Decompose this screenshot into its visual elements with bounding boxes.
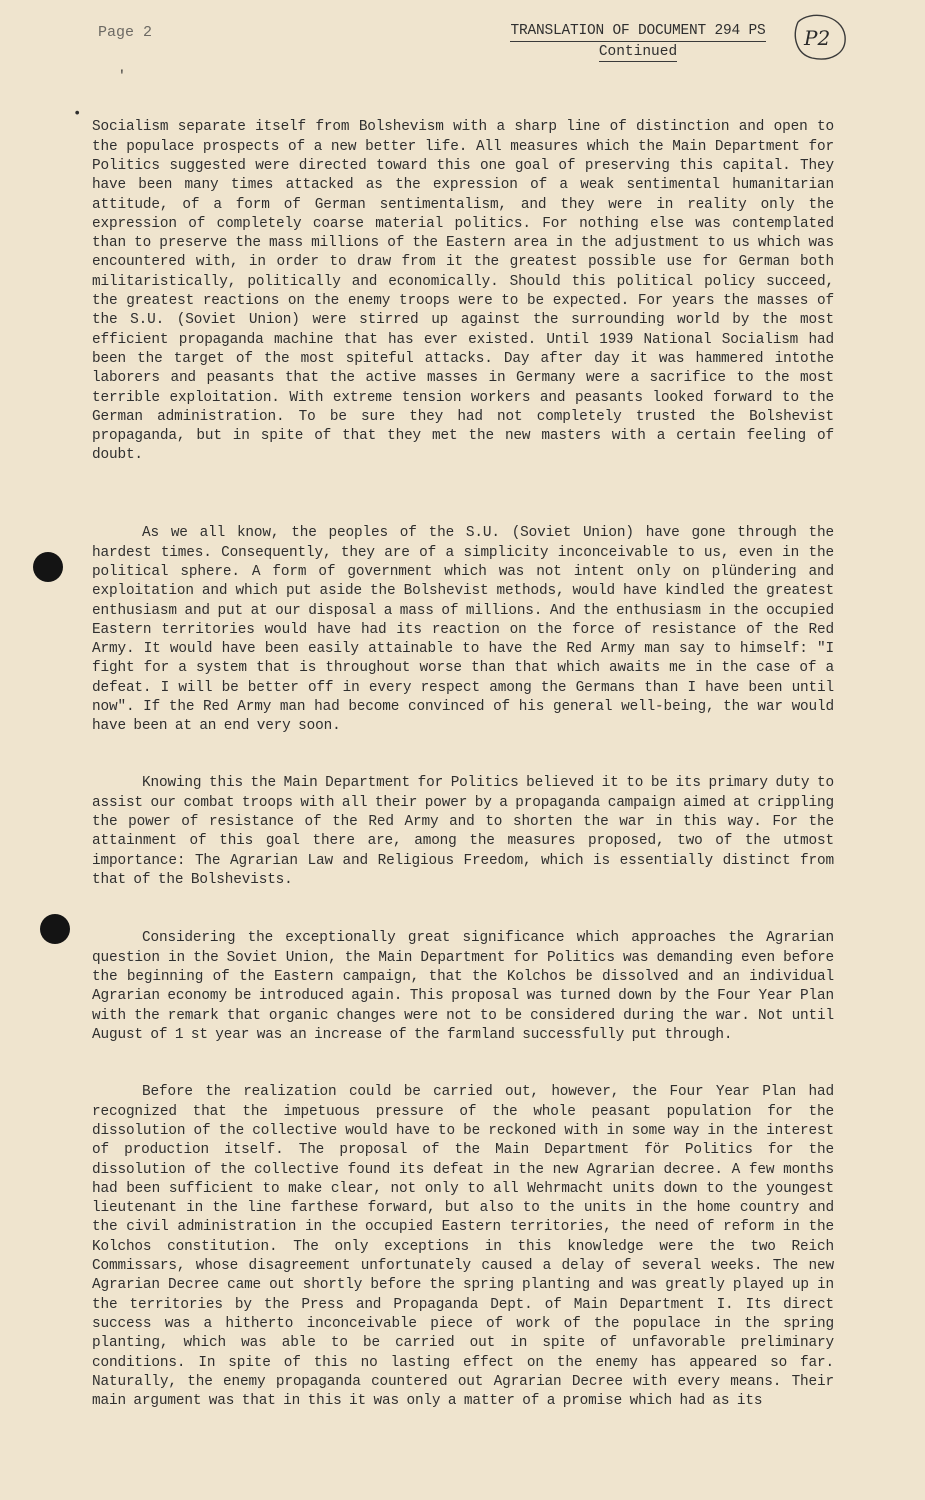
handwritten-page-stamp	[790, 12, 850, 64]
paragraph-4: Considering the exceptionally great significance which approaches the Agrarian question in the Soviet Union, the Main Department for Politics was demanding even before the beginning of the Eastern campaign, that the Kolchos be dissolved and an individual Agrarian economy be introduced again. This proposal was turned down by the Four Year Plan with the remark that organic changes were not to be considered during the war. Not until August of 1 st year was an increase of the farmland successfully put through.	[92, 930, 834, 1043]
document-title: TRANSLATION OF DOCUMENT 294 PS	[510, 22, 765, 42]
stray-mark: '	[118, 68, 126, 83]
paragraph-1: Socialism separate itself from Bolshevism with a sharp line of distinction and open to the populace prospects of a new better life. All measures which the Main Department for Politics suggested were directed toward this one goal of preserving this capital. They have been many times attacked as the expression of a weak sentimental humanitarian attitude, of a form of German sentimentalism, and they were in reality only the expression of completely coarse material politics. For nothing else was contemplated than to preserve the mass millions of the Eastern area in the adjustment to us which was encountered with, in order to draw from it the greatest possible use for German both militaristically, politically and economically. Should this political policy succeed, the greatest reactions on the enemy troops were to be expected. For years the masses of the S.U. (Soviet Union) were stirred up against the surrounding world by the most efficient propaganda machine that has ever existed. Until 1939 National Socialism had been the target of the most spiteful attacks. Day after day it was hammered intothe laborers and peasants that the active masses in Germany were a sacrifice to the most terrible exploitation. With extreme tension workers and peasants looked forward to the German administration. To be sure they had not completely trusted the Bolshevist propaganda, but in spite of that they met the new masters with a certain feeling of doubt.	[92, 119, 834, 464]
paragraph-3: Knowing this the Main Department for Politics believed it to be its primary duty to assist our combat troops with all their power by a propaganda campaign aimed at crippling the power of resistance of the Red Army and to shorten the war in this way. For the attainment of this goal there are, among the measures proposed, two of the utmost importance: The Agrarian Law and Religious Freedom, which is essentially distinct from that of the Bolshevists.	[92, 775, 834, 888]
margin-dot: •	[73, 106, 82, 122]
document-subtitle: Continued	[598, 44, 678, 60]
punch-hole	[40, 914, 70, 944]
punch-hole	[33, 552, 63, 582]
stamp-label: P2	[804, 26, 831, 50]
paragraph-2: As we all know, the peoples of the S.U. (Soviet Union) have gone through the hardest times. Consequently, they are of a simplicity inconceivable to us, even in the political sphere. A form of government which was not intent only on plündering and exploitation and which put aside the Bolshevist methods, would have kindled the greatest enthusiasm and put at our disposal a mass of millions. And the enthusiasm in the occupied Eastern territories would have had its reaction on the force of resistance of the Red Army. It would have been easily attainable to have the Red Army man say to himself: "I fight for a system that is throughout worse than that which awaits me in the case of a defeat. I will be better off in every respect among the Germans than I have been until now". If the Red Army man had become convinced of his general well-being, the war would have been at an end very soon.	[92, 525, 834, 735]
page-number: Page 2	[98, 24, 153, 41]
document-header	[492, 22, 784, 62]
paragraph-5: Before the realization could be carried out, however, the Four Year Plan had recognized that the impetuous pressure of the whole peasant population for the dissolution of the collective would have to be reckoned with in some way in the interest of production itself. The proposal of the Main Department för Politics for the dissolution of the collective found its defeat in the new Agrarian decree. A few months had been sufficient to make clear, not only to all Wehrmacht units down to the youngest lieutenant in the line farthese forward, but also to the units in the home country and the civil administration in the occupied Eastern territories, the need of reform in the Kolchos constitution. The only exceptions in this knowledge were the two Reich Commissars, whose disagreement unfortunately caused a delay of several weeks. The new Agrarian Decree came out shortly before the spring planting and was greatly played up in the territories by the Press and Propaganda Dept. of Main Department I. Its direct success was a hitherto inconceivable piece of work of the populace in the spring planting, which was able to be carried out in spite of unfavorable preliminary conditions. In spite of this no lasting effect on the enemy has appeared so far. Naturally, the enemy propaganda countered out Agrarian Decree with every means. Their main argument was that in this it was only a matter of a promise which had as its	[92, 1084, 834, 1410]
